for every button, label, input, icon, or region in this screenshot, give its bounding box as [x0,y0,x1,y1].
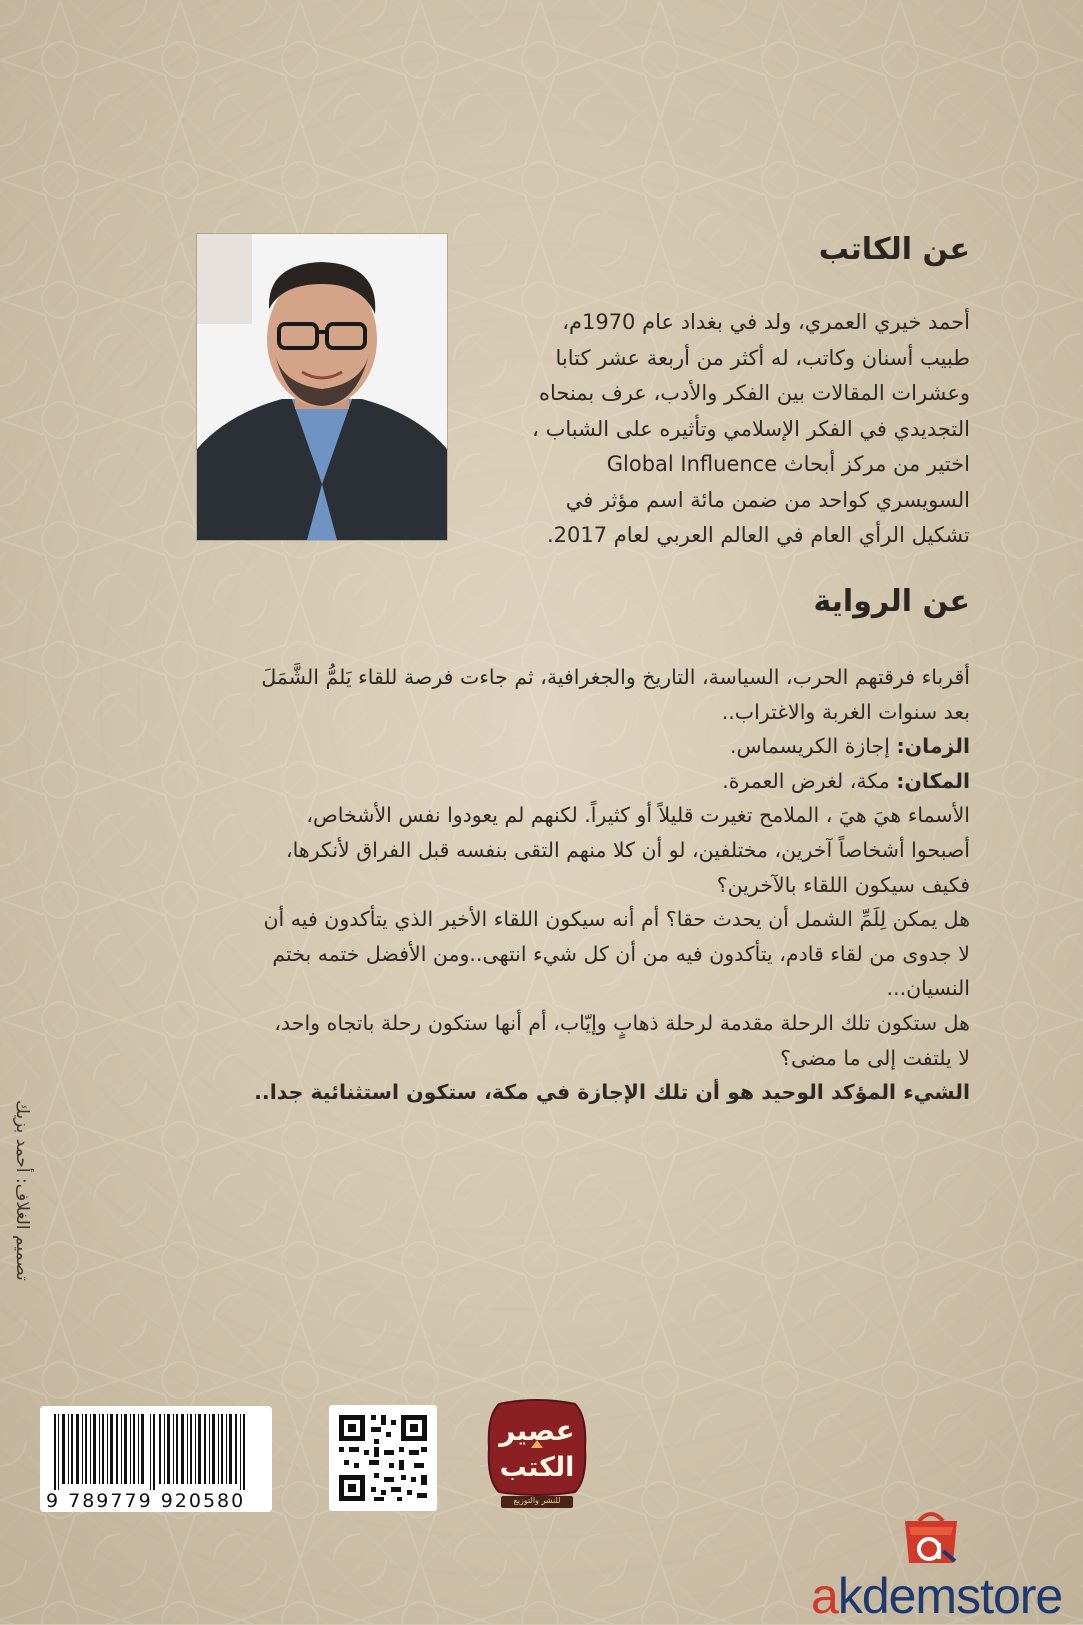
body-line: فكيف سيكون اللقاء بالآخرين؟ [716,872,970,897]
bio-line: أحمد خيري العمري، ولد في بغداد عام 1970م، [562,310,970,334]
author-photo [197,234,447,540]
novel-description [190,660,970,1110]
publisher-logo [485,1398,589,1510]
body-line: أصبحوا أشخاصاً آخرين، مختلفين، لو أن كلا منهم التقى بنفسه قبل الفراق لأنكرها، [286,837,970,862]
bio-line: طبيب أسنان وكاتب، له أكثر من أربعة عشر كتابا [555,345,970,370]
isbn-barcode [40,1406,272,1512]
bio-line: التجديدي في الفكر الإسلامي وتأثيره على الشباب ، [532,416,970,441]
bio-line: تشكيل الرأي العام في العالم العربي لعام 2017. [546,523,970,547]
store-watermark-rest: kdemstore [837,1568,1063,1624]
body-line: لا يلتفت إلى ما مضى؟ [780,1045,970,1070]
isbn-number: 9 789779 920580 [46,1490,246,1512]
body-line: هل ستكون تلك الرحلة مقدمة لرحلة ذهابٍ وإيّاب، أم أنها ستكون رحلة باتجاه واحد، [274,1010,970,1035]
bio-line: وعشرات المقالات بين الفكر والأدب، عرف بمنحاه [538,381,970,405]
qr-code-icon [329,1405,437,1511]
body-line: لا جدوى من لقاء قادم، يتأكدون فيه من أن كل شيء انتهى..ومن الأفضل ختمه بختم [272,941,970,966]
intro-line: أقرباء فرقتهم الحرب، السياسة، التاريخ والجغرافية، ثم جاءت فرصة للقاء يَلمُّ الشَّمَلَ [261,665,970,689]
store-bag-icon [899,1505,963,1569]
bio-line: السويسري كواحد من ضمن مائة اسم مؤثر في [565,487,970,512]
body-line: هل يمكن لِلَمِّ الشمل أن يحدث حقا؟ أم أنه سيكون اللقاء الأخير الذي يتأكدون فيه أن [263,907,970,932]
store-watermark [811,1567,1062,1625]
closing-line: الشيء المؤكد الوحيد هو أن تلك الإجازة في مكة، ستكون استثنائية جدا.. [254,1080,970,1105]
place-label: المكان: [896,768,970,793]
body-line: الأسماء هيَ هيَ ، الملامح تغيرت قليلاً أو كثيراً. لكنهم لم يعودوا نفس الأشخاص، [306,803,970,828]
cover-designer-credit [2,1100,38,1330]
time-line [190,729,970,764]
publisher-tagline: للنشر والتوزيع [513,1496,561,1505]
time-label: الزمان: [896,734,970,759]
place-value: مكة، لغرض العمرة. [722,768,897,793]
publisher-name-line1: عصير [499,1414,575,1447]
cover-designer-text: تصميم الغلاف: أحمد بزيك [12,1100,32,1281]
time-value: إجازة الكريسماس. [729,734,897,759]
bio-line: اختير من مركز أبحاث Global Influence [606,452,970,476]
publisher-name-line2: الكتب [499,1452,575,1483]
author-heading: عن الكاتب [818,232,970,267]
novel-heading: عن الرواية [813,584,970,619]
author-bio [470,305,970,554]
body-line: النسيان... [886,976,970,1001]
intro-line: بعد سنوات الغربة والاغتراب.. [721,699,970,724]
qr-code [329,1405,437,1511]
barcode-icon [40,1408,272,1494]
store-watermark-a: a [811,1568,838,1624]
place-line [190,764,970,799]
